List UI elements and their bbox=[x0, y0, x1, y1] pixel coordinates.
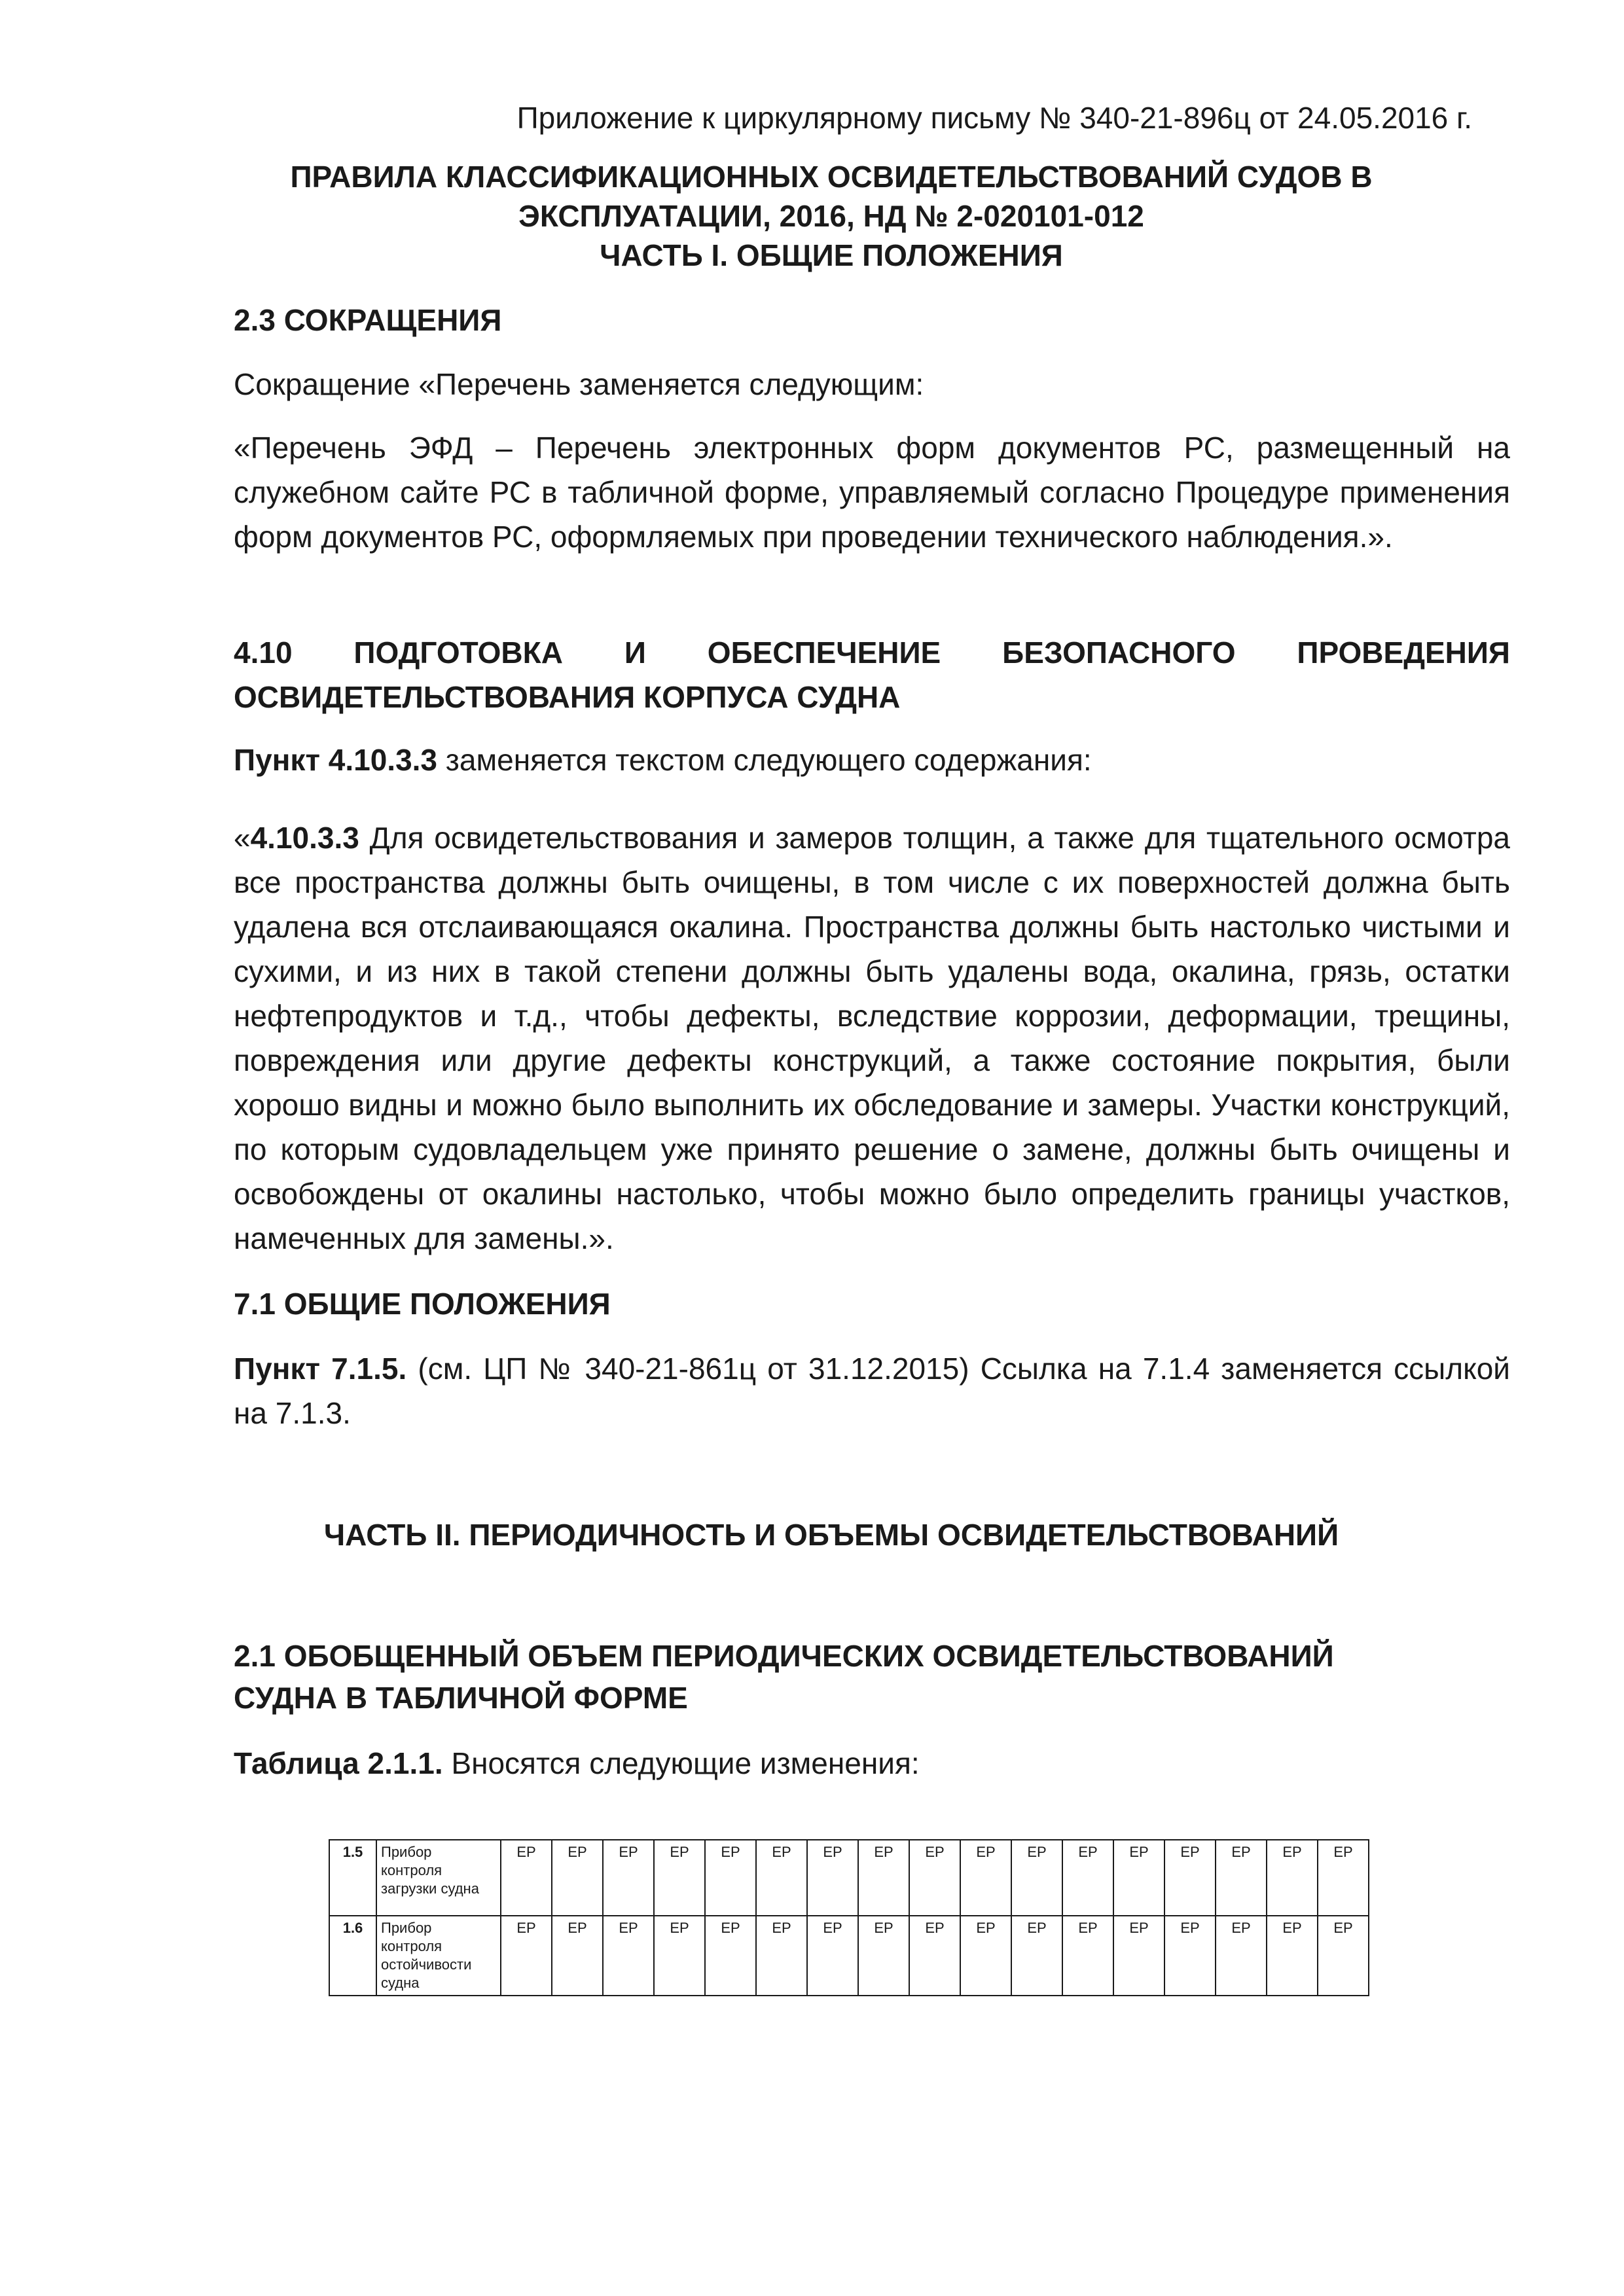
survey-cell: EP bbox=[909, 1840, 960, 1916]
survey-cell: EP bbox=[1062, 1916, 1113, 1996]
document-title-line1: ПРАВИЛА КЛАССИФИКАЦИОННЫХ ОСВИДЕТЕЛЬСТВОВАНИЙ СУДОВ В bbox=[290, 160, 1373, 194]
survey-cell: EP bbox=[960, 1840, 1011, 1916]
survey-cell: EP bbox=[1113, 1916, 1164, 1996]
survey-cell: EP bbox=[501, 1840, 552, 1916]
survey-cell: EP bbox=[858, 1916, 909, 1996]
survey-cell: EP bbox=[1216, 1916, 1267, 1996]
row-name-cell: Прибор контроля загрузки судна bbox=[376, 1840, 501, 1916]
survey-cell: EP bbox=[552, 1916, 603, 1996]
survey-cell: EP bbox=[1062, 1840, 1113, 1916]
quote-number: 4.10.3.3 bbox=[250, 821, 359, 855]
row-name-cell: Прибор контроля остойчивости судна bbox=[376, 1916, 501, 1996]
section-2-3-heading: 2.3 СОКРАЩЕНИЯ bbox=[234, 303, 502, 337]
survey-cell: EP bbox=[1164, 1916, 1216, 1996]
survey-cell: EP bbox=[705, 1916, 756, 1996]
survey-cell: EP bbox=[1267, 1840, 1318, 1916]
row-number-cell: 1.6 bbox=[329, 1916, 376, 1996]
survey-cell: EP bbox=[501, 1916, 552, 1996]
survey-cell: EP bbox=[756, 1916, 807, 1996]
survey-cell: EP bbox=[1011, 1840, 1062, 1916]
amendment-table bbox=[329, 1839, 1369, 1996]
section-2-1-heading-line2: СУДНА В ТАБЛИЧНОЙ ФОРМЕ bbox=[234, 1681, 688, 1715]
part2-title: ЧАСТЬ II. ПЕРИОДИЧНОСТЬ И ОБЪЕМЫ ОСВИДЕТЕЛЬСТВОВАНИЙ bbox=[323, 1518, 1339, 1552]
section-4-10-quote bbox=[234, 816, 1510, 1261]
section-2-1-heading-line1: 2.1 ОБОБЩЕННЫЙ ОБЪЕМ ПЕРИОДИЧЕСКИХ ОСВИДЕТЕЛЬСТВОВАНИЙ bbox=[234, 1639, 1334, 1673]
survey-cell: EP bbox=[960, 1916, 1011, 1996]
item-label: Пункт 7.1.5. bbox=[234, 1352, 407, 1386]
survey-cell: EP bbox=[603, 1840, 654, 1916]
survey-cell: EP bbox=[603, 1916, 654, 1996]
section-7-1-item bbox=[234, 1346, 1510, 1435]
item-text: заменяется текстом следующего содержания: bbox=[437, 743, 1092, 777]
survey-cell: EP bbox=[1164, 1840, 1216, 1916]
section-2-3-intro: Сокращение «Перечень заменяется следующим: bbox=[234, 367, 924, 401]
table-row bbox=[329, 1916, 1369, 1996]
survey-cell: EP bbox=[858, 1840, 909, 1916]
part1-title: ЧАСТЬ I. ОБЩИЕ ПОЛОЖЕНИЯ bbox=[600, 238, 1063, 272]
survey-cell: EP bbox=[909, 1916, 960, 1996]
item-label: Пункт 4.10.3.3 bbox=[234, 743, 438, 777]
survey-cell: EP bbox=[705, 1840, 756, 1916]
survey-cell: EP bbox=[756, 1840, 807, 1916]
amendment-table-body bbox=[329, 1840, 1369, 1996]
survey-cell: EP bbox=[807, 1916, 858, 1996]
survey-cell: EP bbox=[654, 1840, 705, 1916]
section-4-10-item bbox=[234, 738, 1510, 782]
quote-open: « bbox=[234, 821, 251, 855]
item-text: (см. ЦП № 340-21-861ц от 31.12.2015) Ссылка на 7.1.4 заменяется ссылкой на 7.1.3. bbox=[234, 1352, 1510, 1430]
section-7-1-heading: 7.1 ОБЩИЕ ПОЛОЖЕНИЯ bbox=[234, 1287, 611, 1321]
appendix-note: Приложение к циркулярному письму № 340-21-896ц от 24.05.2016 г. bbox=[516, 101, 1472, 135]
survey-cell: EP bbox=[552, 1840, 603, 1916]
survey-cell: EP bbox=[1318, 1840, 1369, 1916]
section-2-3-text: «Перечень ЭФД – Перечень электронных форм документов РС, размещенный на служебном сайте РС в табличной форме, управляемый согласно Процедуре применения форм документов РС, оформляемых при проведении технического наблюдения.». bbox=[234, 431, 1510, 554]
survey-cell: EP bbox=[654, 1916, 705, 1996]
table-intro bbox=[234, 1741, 1510, 1785]
survey-cell: EP bbox=[1113, 1840, 1164, 1916]
survey-cell: EP bbox=[1011, 1916, 1062, 1996]
quote-text: Для освидетельствования и замеров толщин, а также для тщательного осмотра все пространства должны быть очищены, в том числе с их поверхностей должна быть удалена вся отслаивающаяся окалина. Пространства должны быть настолько чистыми и сухими, и из них в такой степени должны быть удалены вода, окалина, грязь, остатки нефтепродуктов и т.д., чтобы дефекты, вследствие коррозии, деформации, трещины, повреждения или другие дефекты конструкций, а также состояние покрытия, были хорошо видны и можно было выполнить их обследование и замеры. Участки конструкций, по которым судовладельцем уже принято решение о замене, должны быть очищены и освобождены от окалины настолько, чтобы можно было определить границы участков, намеченных для замены.». bbox=[234, 821, 1510, 1255]
survey-cell: EP bbox=[1318, 1916, 1369, 1996]
table-intro-text: Вносятся следующие изменения: bbox=[442, 1746, 920, 1780]
survey-cell: EP bbox=[807, 1840, 858, 1916]
table-row bbox=[329, 1840, 1369, 1916]
section-4-10-heading: 4.10 ПОДГОТОВКА И ОБЕСПЕЧЕНИЕ БЕЗОПАСНОГО ПРОВЕДЕНИЯ ОСВИДЕТЕЛЬСТВОВАНИЯ КОРПУСА СУДНА bbox=[234, 636, 1510, 714]
document-title-line2: ЭКСПЛУАТАЦИИ, 2016, НД № 2-020101-012 bbox=[518, 199, 1144, 233]
survey-cell: EP bbox=[1267, 1916, 1318, 1996]
survey-cell: EP bbox=[1216, 1840, 1267, 1916]
row-number-cell: 1.5 bbox=[329, 1840, 376, 1916]
table-label: Таблица 2.1.1. bbox=[234, 1746, 443, 1780]
